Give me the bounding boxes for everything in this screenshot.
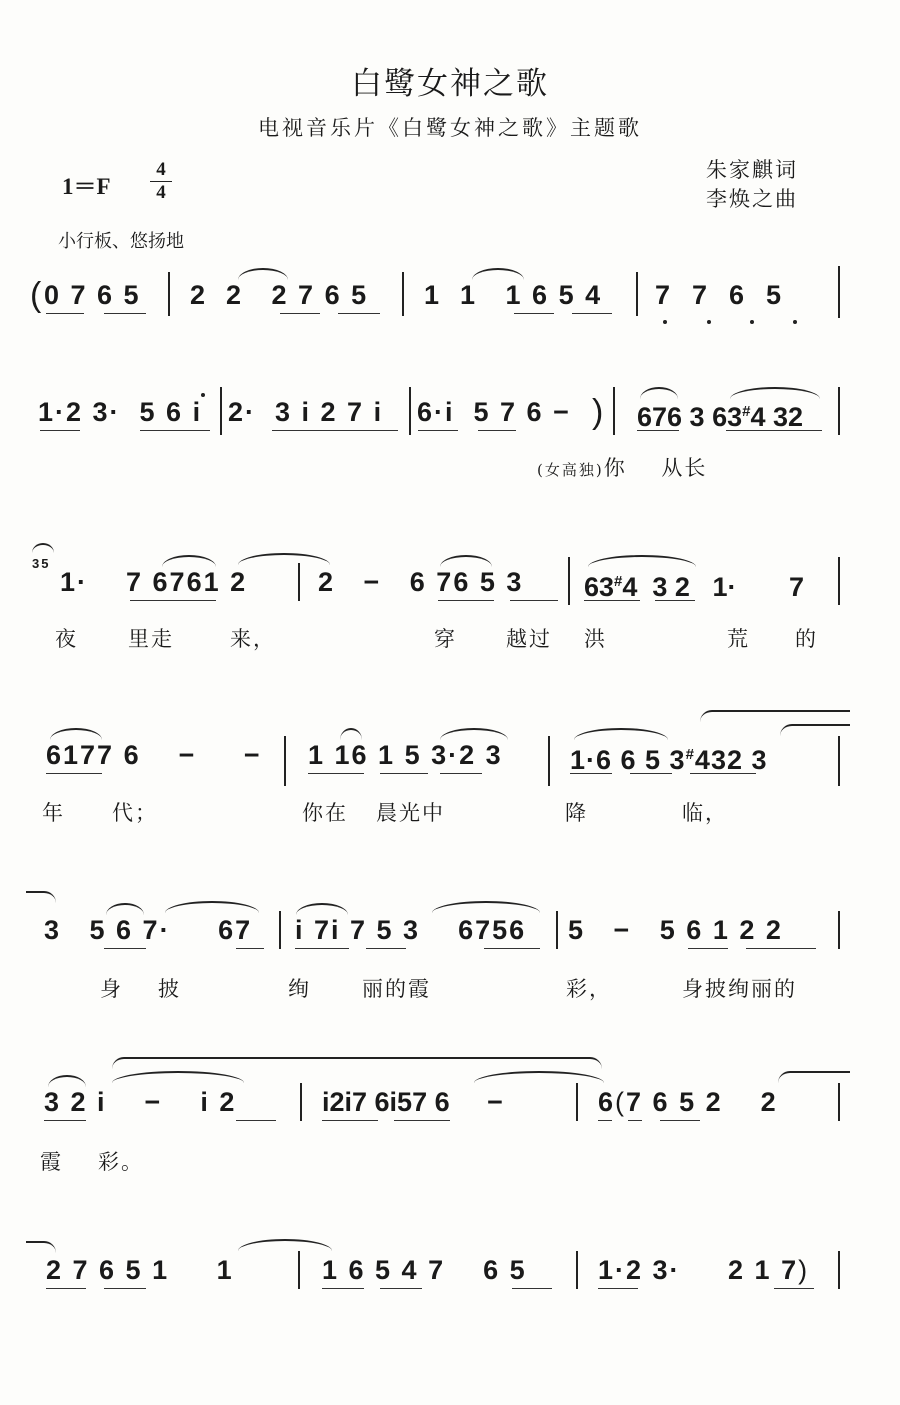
measure-22: 1 6 5 4 7 6 5: [322, 1255, 527, 1285]
slur: [165, 901, 259, 913]
lyric: 的: [795, 627, 818, 651]
song-title: 白鹭女神之歌: [351, 66, 549, 102]
underline: [394, 1120, 450, 1121]
lyric: 临，: [682, 801, 728, 825]
underline: [570, 773, 612, 774]
underline: [338, 313, 380, 314]
tie-in: [26, 1241, 56, 1253]
lyric: 丽的霞: [362, 977, 431, 1001]
underline: [46, 313, 84, 314]
underline: [655, 600, 695, 601]
time-bottom: 4: [156, 182, 166, 203]
underline: [660, 1120, 700, 1121]
measure-16: i 7i 7 5 3 6756: [295, 915, 527, 945]
underline: [130, 600, 216, 601]
measure-17: 5 − 5 6 1 2 2: [568, 915, 783, 945]
barline: [838, 1083, 840, 1121]
slur: [574, 728, 668, 740]
underline: [104, 948, 146, 949]
underline: [598, 1288, 638, 1289]
lyric: 身: [100, 977, 123, 1001]
high-dot: [201, 393, 205, 397]
measure-23: 1·2 3· 2 1 7): [598, 1255, 810, 1285]
underline: [46, 1288, 86, 1289]
barline: [838, 736, 840, 786]
tie-out: [780, 724, 850, 736]
lyric: 彩。: [98, 1150, 144, 1174]
underline: [690, 773, 756, 774]
underline: [280, 313, 320, 314]
lyric: 洪: [584, 627, 607, 651]
voice-part: (女高独): [537, 461, 604, 479]
underline: [140, 430, 210, 431]
underline: [236, 948, 264, 949]
barline: [838, 911, 840, 949]
barline: [838, 266, 840, 318]
slur: [440, 728, 508, 740]
underline: [628, 1120, 642, 1121]
measure-5: 1·2 3· 5 6 i: [38, 397, 203, 427]
measure-4: 7765: [655, 280, 804, 310]
underline: [104, 313, 146, 314]
underline: [46, 773, 102, 774]
underline: [512, 1288, 552, 1289]
slur: [432, 901, 540, 913]
measure-9: 1· 7 6761 2: [60, 567, 248, 597]
barline: [298, 563, 300, 601]
barline: [298, 1251, 300, 1289]
time-top: 4: [156, 159, 166, 180]
barline: [279, 911, 281, 949]
slur: [340, 728, 362, 740]
slur: [474, 1071, 604, 1083]
slur: [112, 1071, 244, 1083]
lyric: 荒: [727, 627, 750, 651]
slur: [50, 728, 102, 740]
low-dot: [793, 320, 797, 324]
low-dot: [707, 320, 711, 324]
credits: [706, 156, 798, 214]
barline: [220, 387, 222, 435]
slur: [588, 555, 696, 567]
system-2: [0, 393, 900, 547]
lyric: 来，: [230, 627, 276, 651]
slur: [440, 555, 492, 567]
measure-10: 2 − 6 76 5 3: [318, 567, 524, 597]
measure-11: 63#4 3 2 1· 7: [584, 572, 804, 602]
time-signature: [150, 160, 172, 203]
tie-out: [700, 710, 850, 722]
lyric: 霞: [40, 1150, 63, 1174]
measure-13: 1 16 1 5 3·2 3: [308, 740, 503, 770]
underline: [40, 430, 80, 431]
underline: [572, 313, 612, 314]
tie-in: [26, 891, 56, 903]
underline: [630, 773, 672, 774]
lyric: 披: [158, 977, 181, 1001]
underline: [366, 948, 406, 949]
lyric: 身披绚丽的: [682, 977, 797, 1001]
measure-8: 676 3 63#4 32: [637, 402, 804, 432]
lyric: 年: [42, 801, 65, 825]
song-subtitle: 电视音乐片《白鹭女神之歌》主题歌: [258, 116, 642, 140]
measure-14: 1·6 6 5 3#432 3: [570, 745, 768, 775]
underline: [637, 430, 679, 431]
underline: [438, 600, 494, 601]
slur: [472, 268, 524, 280]
measure-3: 1 1 1 6 5 4: [424, 280, 603, 310]
paren-open: (: [30, 276, 42, 314]
underline: [322, 1120, 378, 1121]
voice-label: [537, 452, 707, 482]
barline: [576, 1251, 578, 1289]
underline: [44, 1120, 86, 1121]
lyric: 降: [565, 801, 588, 825]
system-4: [0, 740, 900, 890]
system-5: [0, 915, 900, 1065]
lyric: 穿: [434, 627, 457, 651]
measure-6: 2· 3 i 2 7 i: [228, 397, 384, 427]
low-dot: [663, 320, 667, 324]
measure-15: 3 5 6 7· 67: [44, 915, 253, 945]
barline: [568, 557, 570, 605]
slur: [106, 903, 144, 915]
slur: [238, 268, 288, 280]
barline: [636, 272, 638, 316]
underline: [726, 430, 822, 431]
underline: [104, 1288, 146, 1289]
barline: [576, 1083, 578, 1121]
measure-1: 0 7 6 5: [44, 280, 141, 310]
underline: [308, 773, 364, 774]
lyric: 彩，: [566, 977, 612, 1001]
underline: [322, 1288, 364, 1289]
barline: [838, 557, 840, 605]
barline: [284, 736, 286, 786]
lyric: 越过: [506, 627, 552, 651]
underline: [272, 430, 398, 431]
tempo-marking: 小行板、悠扬地: [58, 231, 184, 251]
measure-19: i2i7 6i57 6 −: [322, 1087, 503, 1117]
underline: [598, 1120, 612, 1121]
underline: [418, 430, 458, 431]
underline: [688, 948, 728, 949]
lyric: 绚: [288, 977, 311, 1001]
barline: [556, 911, 558, 949]
lyric: 代；: [112, 801, 158, 825]
barline: [548, 736, 550, 786]
measure-21: 2 7 6 5 1 1: [46, 1255, 234, 1285]
grace-notes: 35: [32, 556, 51, 571]
underline: [510, 600, 558, 601]
underline: [295, 948, 349, 949]
barline: [838, 1251, 840, 1289]
measure-2: 2 2 2 7 6 5: [190, 280, 369, 310]
slur: [238, 553, 330, 565]
underline: [746, 948, 816, 949]
underline: [514, 313, 554, 314]
phrase-slur: [112, 1057, 602, 1069]
lyric: 晨光中: [376, 801, 445, 825]
system-7: [0, 1255, 900, 1405]
underline: [236, 1120, 276, 1121]
lyric: 里走: [128, 627, 174, 651]
slur: [162, 555, 216, 567]
lyrics-line: 你 从长: [603, 456, 708, 480]
barline: [300, 1083, 302, 1121]
measure-18: 3 2 i − i 2: [44, 1087, 237, 1117]
measure-20: 6(7 6 5 2 2: [598, 1087, 778, 1117]
system-3: [0, 556, 900, 717]
composer: 李焕之曲: [706, 187, 798, 211]
paren-close: ): [592, 393, 604, 431]
lyric: 夜: [55, 627, 78, 651]
underline: [380, 773, 428, 774]
underline: [478, 430, 516, 431]
tie-out: [778, 1071, 850, 1083]
underline: [440, 773, 482, 774]
barline: [409, 387, 411, 435]
underline: [380, 1288, 422, 1289]
barline: [613, 387, 615, 435]
measure-12: 6177 6 − −: [46, 740, 262, 770]
lyricist: 朱家麒词: [706, 158, 798, 182]
system-6: [0, 1087, 900, 1237]
key-signature: 1＝F: [62, 174, 111, 199]
slur: [238, 1239, 332, 1251]
barline: [168, 272, 170, 316]
slur: [296, 903, 348, 915]
slur: [48, 1075, 86, 1087]
measure-7: 6·i 5 7 6 −: [417, 397, 571, 427]
low-dot: [750, 320, 754, 324]
underline: [484, 948, 540, 949]
barline: [402, 272, 404, 316]
barline: [838, 387, 840, 435]
lyric: 你在: [302, 801, 348, 825]
underline: [774, 1288, 814, 1289]
underline: [584, 600, 640, 601]
